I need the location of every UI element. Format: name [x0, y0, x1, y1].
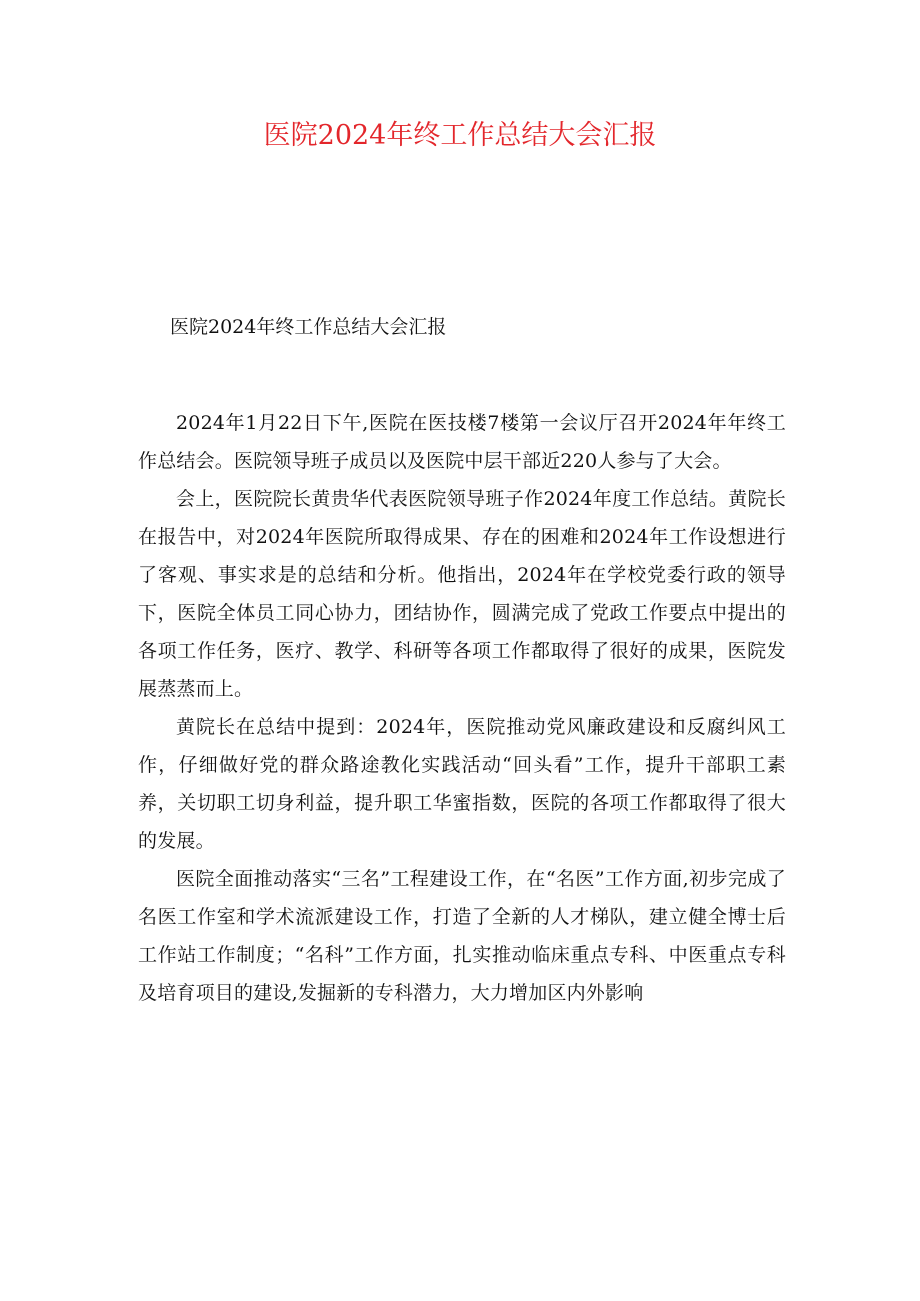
paragraph-meeting-intro: 2024年1月22日下午,医院在医技楼7楼第一会议厅召开2024年年终工作总结会。医院领导班子成员以及医院中层干部近220人参与了大会。 [138, 412, 786, 472]
paragraph-president-report: 会上，医院院长黄贵华代表医院领导班子作2024年度工作总结。黄院长在报告中，对2024年医院所取得成果、存在的困难和2024年工作设想进行了客观、事实求是的总结和分析。他指出，2024年在学校党委行政的领导下，医院全体员工同心协力，团结协作，圆满完成了党政工作要点中提出的各项工作任务，医疗、教学、科研等各项工作都取得了很好的成果，医院发展蒸蒸而上。 [138, 488, 786, 700]
paragraph-three-famous-project: 医院全面推动落实“三名”工程建设工作，在“名医”工作方面,初步完成了名医工作室和学术流派建设工作，打造了全新的人才梯队，建立健全博士后工作站工作制度；“名科”工作方面，扎实推动临床重点专科、中医重点专科及培育项目的建设,发掘新的专科潜力，大力增加区内外影响 [138, 868, 786, 1004]
document-body [138, 404, 786, 1012]
paragraph-party-building: 黄院长在总结中提到：2024年，医院推动党风廉政建设和反腐纠风工作，仔细做好党的群众路途教化实践活动“回头看”工作，提升干部职工素养，关切职工切身利益，提升职工华蜜指数，医院的各项工作都取得了很大的发展。 [138, 716, 786, 852]
document-title: 医院2024年终工作总结大会汇报 [263, 120, 657, 151]
document-subtitle: 医院2024年终工作总结大会汇报 [170, 316, 447, 338]
